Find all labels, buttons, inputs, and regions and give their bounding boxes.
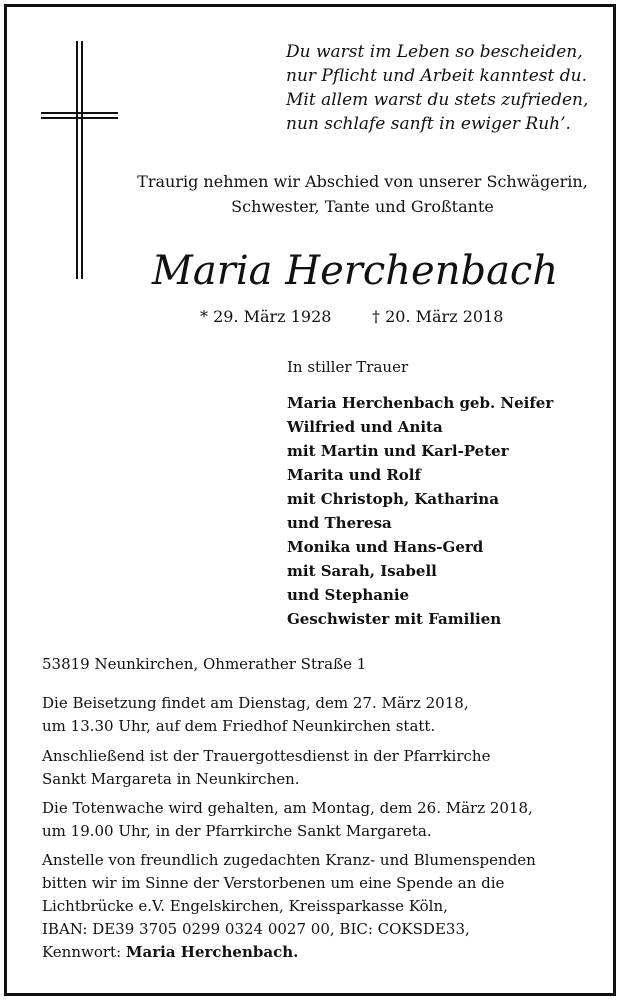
intro-text xyxy=(120,169,605,219)
service-line: Anschließend ist der Trauergottesdienst in der Pfarrkirche xyxy=(42,747,491,765)
donation-line: Anstelle von freundlich zugedachten Kranz- und Blumenspenden xyxy=(42,851,536,869)
mourner: Maria Herchenbach geb. Neifer xyxy=(287,394,554,412)
poem xyxy=(286,40,589,136)
service-info xyxy=(42,745,602,791)
birth-date: * 29. März 1928 xyxy=(200,307,332,326)
poem-line: nun schlafe sanft in ewiger Ruh’. xyxy=(286,114,571,134)
donation-line: Lichtbrücke e.V. Engelskirchen, Kreissparkasse Köln, xyxy=(42,897,448,915)
keyword-value: Maria Herchenbach. xyxy=(125,943,299,961)
cross-icon-bar xyxy=(41,112,118,119)
mourner: mit Sarah, Isabell xyxy=(287,562,437,580)
cross-icon xyxy=(76,41,83,279)
keyword-label: Kennwort: xyxy=(42,943,122,961)
death-date: † 20. März 2018 xyxy=(372,307,504,326)
mourner: Marita und Rolf xyxy=(287,466,421,484)
burial-line: um 13.30 Uhr, auf dem Friedhof Neunkirchen statt. xyxy=(42,717,436,735)
mourner: und Stephanie xyxy=(287,586,410,604)
poem-line: Du warst im Leben so bescheiden, xyxy=(286,42,583,62)
poem-line: Mit allem warst du stets zufrieden, xyxy=(286,90,589,110)
wake-line: um 19.00 Uhr, in der Pfarrkirche Sankt Margareta. xyxy=(42,822,432,840)
mourner: Monika und Hans-Gerd xyxy=(287,538,484,556)
mourner: Wilfried und Anita xyxy=(287,418,443,436)
poem-line: nur Pflicht und Arbeit kanntest du. xyxy=(286,66,587,86)
keyword-line xyxy=(42,941,602,964)
burial-line: Die Beisetzung findet am Dienstag, dem 27. März 2018, xyxy=(42,694,469,712)
service-line: Sankt Margareta in Neunkirchen. xyxy=(42,770,300,788)
donation-line: IBAN: DE39 3705 0299 0324 0027 00, BIC: COKSDE33, xyxy=(42,920,470,938)
wake-line: Die Totenwache wird gehalten, am Montag, dem 26. März 2018, xyxy=(42,799,533,817)
mourner: mit Martin und Karl-Peter xyxy=(287,442,509,460)
mourners-title: In stiller Trauer xyxy=(287,358,409,376)
mourners-list xyxy=(287,391,597,631)
address: 53819 Neunkirchen, Ohmerather Straße 1 xyxy=(42,655,367,673)
mourner: und Theresa xyxy=(287,514,392,532)
mourner: mit Christoph, Katharina xyxy=(287,490,499,508)
deceased-name: Maria Herchenbach xyxy=(151,248,559,294)
burial-info xyxy=(42,692,602,738)
mourner: Geschwister mit Familien xyxy=(287,610,502,628)
intro-line: Schwester, Tante und Großtante xyxy=(231,197,494,216)
wake-info xyxy=(42,797,602,843)
intro-line: Traurig nehmen wir Abschied von unserer Schwägerin, xyxy=(137,172,588,191)
donation-line: bitten wir im Sinne der Verstorbenen um eine Spende an die xyxy=(42,874,505,892)
donation-info xyxy=(42,849,602,964)
